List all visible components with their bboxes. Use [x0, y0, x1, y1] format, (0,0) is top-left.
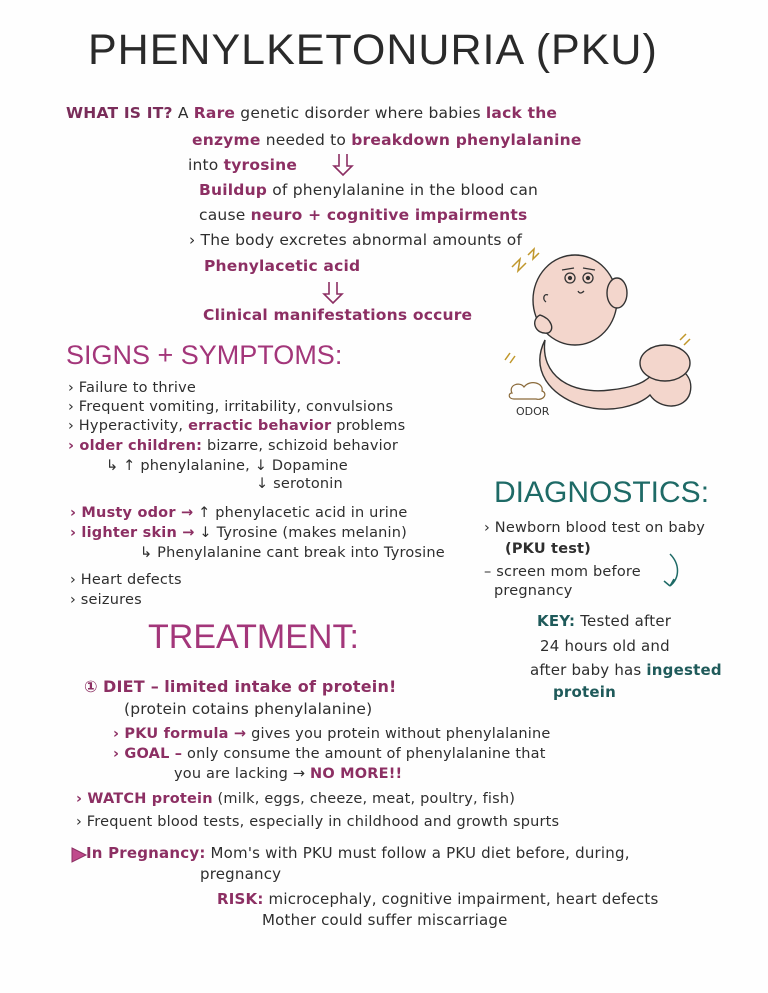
sign-item: › Frequent vomiting, irritability, convulsions	[68, 399, 394, 415]
diagnostic-item: › Newborn blood test on baby	[484, 520, 706, 536]
text-buildup: Buildup	[199, 181, 268, 199]
text: only consume the amount of phenylalanine that	[187, 746, 546, 762]
sign-item-musty	[70, 505, 407, 521]
text: you are lacking →	[174, 766, 306, 782]
text: microcephaly, cognitive impairment, heart defects	[268, 890, 659, 908]
number-one-icon: ①	[84, 677, 98, 696]
diet-sub: (protein cotains phenylalanine)	[124, 700, 373, 718]
text: Mom's with PKU must follow a PKU diet before, during,	[210, 844, 630, 862]
what-is-it-line-3	[188, 156, 297, 174]
text-goal: › GOAL –	[113, 746, 183, 762]
watch-line	[76, 791, 515, 807]
sign-item: › seizures	[70, 592, 142, 608]
sign-item-older	[68, 438, 398, 454]
text: cause	[199, 206, 246, 224]
what-is-it-line-6: › The body excretes abnormal amounts of	[189, 231, 523, 249]
key-line-1	[537, 612, 671, 630]
diagnostic-item: (PKU test)	[505, 541, 592, 557]
text-impairments: neuro + cognitive impairments	[250, 206, 528, 224]
text: (milk, eggs, cheeze, meat, poultry, fish)	[217, 791, 516, 807]
text: into	[188, 156, 219, 174]
text-enzyme: enzyme	[192, 131, 261, 149]
what-is-it-label: WHAT IS IT?	[66, 104, 173, 122]
diet-line	[84, 677, 397, 696]
sign-item-lighter	[70, 525, 407, 541]
sign-sub: ↳ ↑ phenylalanine, ↓ Dopamine	[106, 458, 348, 474]
sign-sub: ↳ Phenylalanine cant break into Tyrosine	[140, 545, 445, 561]
sign-item: › Heart defects	[70, 572, 182, 588]
what-is-it-line-4	[199, 181, 538, 199]
text: gives you protein without phenylalanine	[251, 726, 551, 742]
diagnostic-item: – screen mom before	[484, 564, 641, 580]
text-no-more: NO MORE!!	[310, 766, 403, 782]
text: after baby has	[530, 661, 642, 679]
what-is-it-line-7: Phenylacetic acid	[204, 257, 361, 275]
risk-line	[217, 890, 658, 908]
risk-line-2: Mother could suffer miscarriage	[262, 911, 508, 929]
what-is-it-line-2	[192, 131, 582, 149]
treatment-heading: TREATMENT:	[148, 618, 359, 656]
text-tyrosine: tyrosine	[223, 156, 298, 174]
baby-illustration	[500, 245, 710, 430]
text: needed to	[265, 131, 347, 149]
text-musty: › Musty odor →	[70, 505, 194, 521]
text-lack: lack the	[485, 104, 558, 122]
page-title: PHENYLKETONURIA (PKU)	[88, 26, 658, 74]
goal-line	[113, 746, 546, 762]
text-key: KEY:	[537, 612, 576, 630]
text-ingested: ingested	[646, 661, 722, 679]
text-erratic: erractic behavior	[188, 418, 332, 434]
down-arrow-icon	[330, 152, 356, 178]
text: ↓ Tyrosine (makes melanin)	[199, 525, 408, 541]
pregnancy-line-2: pregnancy	[200, 865, 282, 883]
text: bizarre, schizoid behavior	[206, 438, 399, 454]
diagnostic-item: pregnancy	[494, 583, 573, 599]
text: › Hyperactivity,	[68, 418, 184, 434]
sign-item: › Failure to thrive	[68, 380, 197, 396]
text: ↑ phenylacetic acid in urine	[198, 505, 408, 521]
down-arrow-icon	[320, 280, 346, 306]
text-risk: RISK:	[217, 890, 264, 908]
what-is-it-line-5	[199, 206, 527, 224]
frequent-line: › Frequent blood tests, especially in childhood and growth spurts	[76, 814, 560, 830]
curved-arrow-icon	[660, 552, 684, 592]
text-older-children: › older children:	[68, 438, 203, 454]
text-watch-protein: › WATCH protein	[76, 791, 213, 807]
text: A	[177, 104, 189, 122]
text-rare: Rare	[193, 104, 236, 122]
diagnostics-heading: DIAGNOSTICS:	[494, 476, 710, 509]
text: genetic disorder where babies	[240, 104, 481, 122]
sign-sub: ↓ serotonin	[256, 476, 343, 492]
text-in-pregnancy: In Pregnancy:	[86, 844, 206, 862]
odor-label: ODOR	[516, 405, 550, 418]
formula-line	[113, 726, 551, 742]
text: Tested after	[580, 612, 672, 630]
goal-line-2	[174, 766, 402, 782]
what-is-it-line-1	[66, 104, 557, 122]
text-pku-formula: › PKU formula →	[113, 726, 247, 742]
signs-heading: SIGNS + SYMPTOMS:	[66, 340, 343, 370]
text: problems	[336, 418, 406, 434]
text-limited-protein: limited intake of protein!	[164, 677, 397, 696]
key-line-3	[530, 661, 722, 679]
text-diet: DIET –	[103, 677, 159, 696]
text-breakdown: breakdown phenylalanine	[351, 131, 582, 149]
what-is-it-line-8: Clinical manifestations occure	[203, 306, 473, 324]
key-line-2: 24 hours old and	[540, 637, 670, 655]
text: of phenylalanine in the blood can	[272, 181, 539, 199]
sign-item-hyperactivity	[68, 418, 405, 434]
text-lighter-skin: › lighter skin →	[70, 525, 195, 541]
pregnancy-line	[86, 844, 630, 862]
key-line-4: protein	[553, 683, 617, 701]
